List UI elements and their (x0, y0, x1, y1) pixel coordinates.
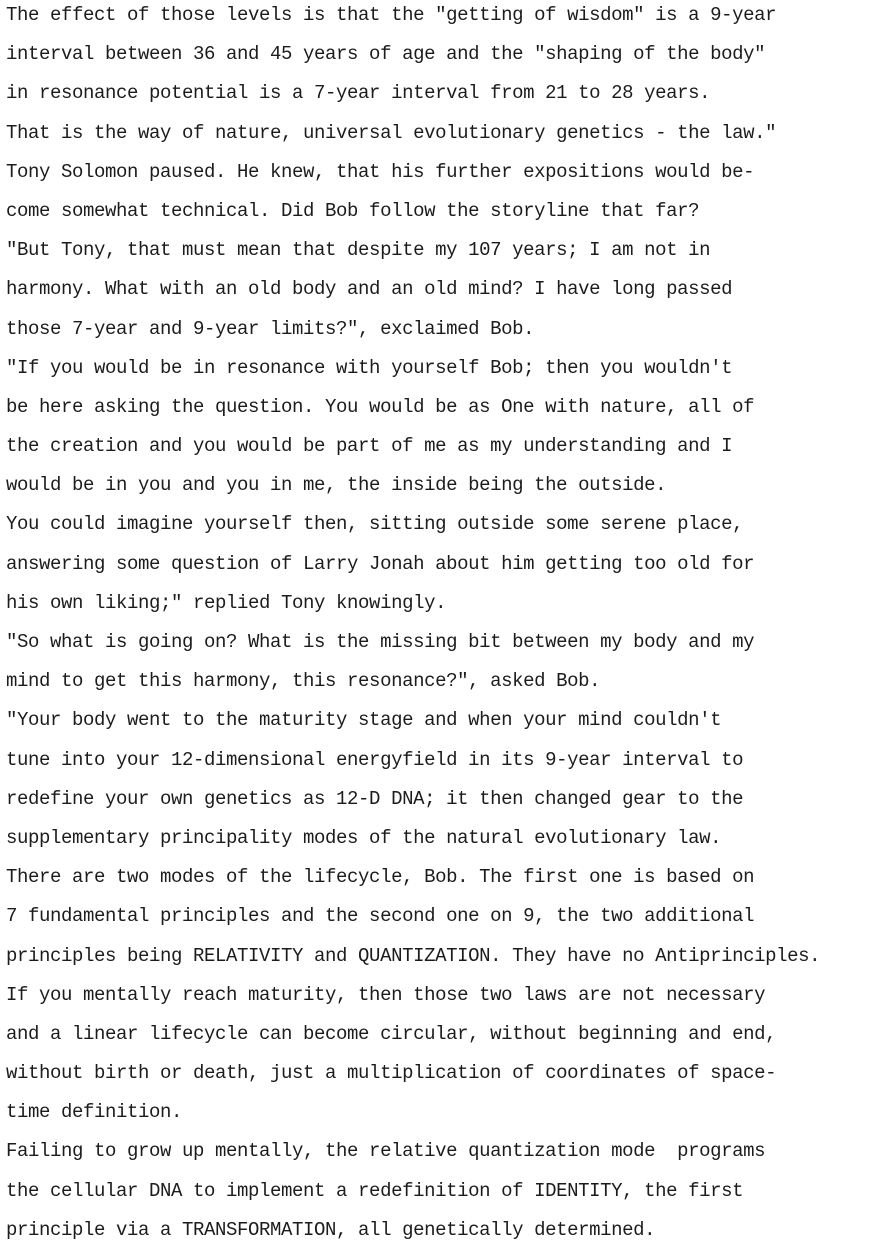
text-line: answering some question of Larry Jonah about him getting too old for (6, 552, 755, 575)
typewritten-text (6, 3, 888, 1257)
text-line: "So what is going on? What is the missing bit between my body and my (6, 631, 755, 653)
text-line: in resonance potential is a 7-year interval from 21 to 28 years. (6, 82, 711, 105)
text-line: be here asking the question. You would be as One with nature, all of (6, 395, 755, 418)
text-line: time definition. (6, 1101, 183, 1124)
text-line: If you mentally reach maturity, then those two laws are not necessary (6, 983, 766, 1006)
text-line: "But Tony, that must mean that despite my 107 years; I am not in (6, 239, 711, 262)
text-line: his own liking;" replied Tony knowingly. (6, 591, 447, 614)
text-line: principle via a TRANSFORMATION, all genetically determined. (6, 1218, 656, 1241)
text-line: would be in you and you in me, the inside being the outside. (6, 474, 667, 497)
text-line: You could imagine yourself then, sitting outside some serene place, (6, 513, 744, 536)
text-line: principles being RELATIVITY and QUANTIZATION. They have no Antiprinciples. (6, 944, 821, 967)
text-line: mind to get this harmony, this resonance?", asked Bob. (6, 670, 601, 693)
text-line: redefine your own genetics as 12-D DNA; it then changed gear to the (6, 787, 744, 810)
text-line: the cellular DNA to implement a redefinition of IDENTITY, the first (6, 1179, 744, 1202)
text-line: the creation and you would be part of me as my understanding and I (6, 435, 733, 458)
text-line: "If you would be in resonance with yourself Bob; then you wouldn't (6, 356, 733, 379)
text-line: That is the way of nature, universal evolutionary genetics - the law." (6, 121, 777, 144)
text-line: those 7-year and 9-year limits?", exclaimed Bob. (6, 317, 535, 340)
text-line: The effect of those levels is that the "getting of wisdom" is a 9-year (6, 4, 777, 26)
text-line: supplementary principality modes of the natural evolutionary law. (6, 826, 722, 849)
text-line: interval between 36 and 45 years of age and the "shaping of the body" (6, 43, 766, 66)
text-line: without birth or death, just a multiplication of coordinates of space- (6, 1062, 777, 1085)
text-line: Tony Solomon paused. He knew, that his further expositions would be- (6, 160, 755, 183)
text-line: "Your body went to the maturity stage and when your mind couldn't (6, 709, 722, 732)
text-line: 7 fundamental principles and the second one on 9, the two additional (6, 905, 755, 928)
text-line: There are two modes of the lifecycle, Bob. The first one is based on (6, 866, 755, 889)
text-line: harmony. What with an old body and an old mind? I have long passed (6, 278, 733, 301)
text-line: tune into your 12-dimensional energyfield in its 9-year interval to (6, 748, 744, 771)
text-line: Failing to grow up mentally, the relative quantization mode programs (6, 1140, 766, 1163)
text-line: come somewhat technical. Did Bob follow the storyline that far? (6, 199, 700, 222)
text-line: and a linear lifecycle can become circular, without beginning and end, (6, 1022, 777, 1045)
